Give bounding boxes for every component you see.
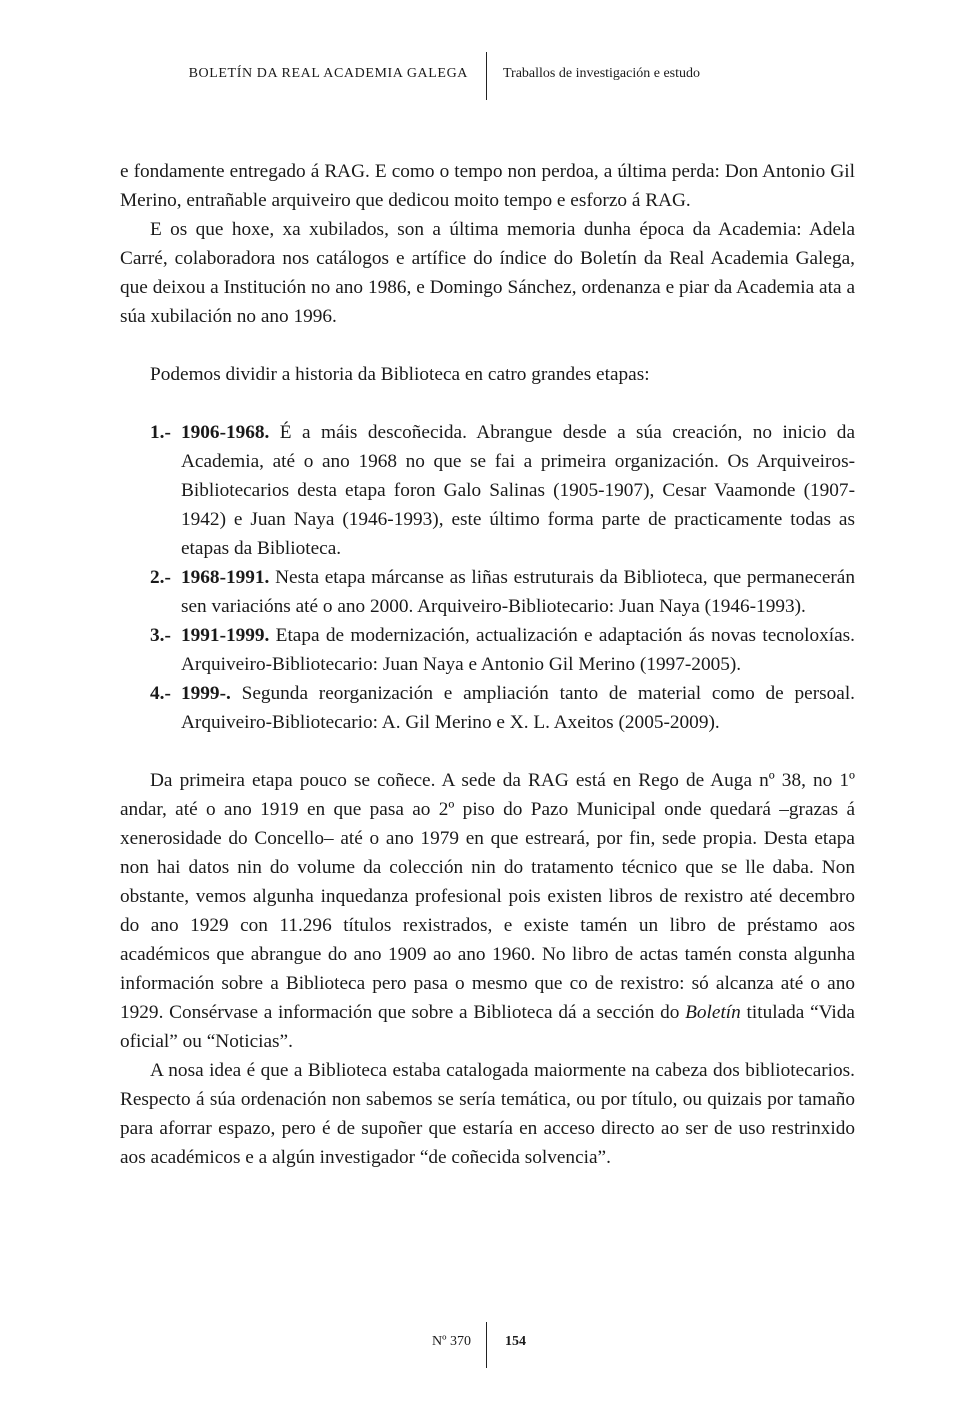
list-item xyxy=(120,621,855,679)
item-period: 1968-1991. xyxy=(181,567,270,588)
running-header xyxy=(0,52,975,102)
header-divider xyxy=(486,52,487,100)
spacer xyxy=(120,737,855,766)
item-number: 3.- xyxy=(150,625,171,646)
page-footer xyxy=(0,1322,975,1370)
item-period: 1991-1999. xyxy=(181,625,270,646)
boletin-italic: Boletín xyxy=(685,1002,741,1023)
item-text: Etapa de modernización, actualización e adaptación ás novas tecnoloxías. Arquiveiro-Bibliotecario: Juan Naya e Antonio Gil Merino (1997-2005). xyxy=(181,625,855,675)
item-number: 4.- xyxy=(150,683,171,704)
list-item xyxy=(120,563,855,621)
page-number: 154 xyxy=(505,1334,526,1349)
list-item xyxy=(120,418,855,563)
item-number: 1.- xyxy=(150,422,171,443)
list-item xyxy=(120,679,855,737)
footer-divider xyxy=(486,1322,487,1368)
spacer xyxy=(120,389,855,418)
paragraph-4-end: titulada “Vida oficial” ou “Noticias”. xyxy=(120,1002,855,1052)
paragraph-5: A nosa idea é que a Biblioteca estaba catalogada maiormente na cabeza dos bibliotecarios. Respecto á súa ordenación non sabemos se sería temática, ou por título, ou quizais por tamaño para aforrar espazo, pero é de supoñer que estaría en acceso directo ao ser de uso restrinxido aos académicos e a algún investigador “de coñecida solvencia”. xyxy=(120,1060,855,1168)
article-body xyxy=(120,157,855,1172)
item-period: 1906-1968. xyxy=(181,422,270,443)
paragraph-3: Podemos dividir a historia da Biblioteca en catro grandes etapas: xyxy=(150,364,650,385)
etapas-list xyxy=(120,418,855,737)
item-number: 2.- xyxy=(150,567,171,588)
paragraph-4-text: Da primeira etapa pouco se coñece. A sede da RAG está en Rego de Auga nº 38, no 1º andar, até o ano 1919 en que pasa ao 2º piso do Pazo Municipal onde quedará –grazas á xenerosidade do Concello– até o ano 1979 en que estreará, por fin, sede propia. Desta etapa non hai datos nin do volume da colección nin do tratamento técnico que se lle daba. Non obstante, vemos algunha inquedanza profesional pois existen libros de rexistro até decembro do ano 1929 con 11.296 títulos rexistrados, e existe tamén un libro de préstamo aos académicos que abrangue do ano 1909 ao ano 1960. No libro de actas tamén consta algunha información sobre a Biblioteca pero pasa o mesmo que co de rexistro: só alcanza até o ano 1929. Consérvase a información que sobre a Biblioteca dá a sección do xyxy=(120,770,855,1023)
paragraph-2: E os que hoxe, xa xubilados, son a última memoria dunha época da Academia: Adela Carré, colaboradora nos catálogos e artífice do índice do Boletín da Real Academia Galega, que deixou a Institución no ano 1986, e Domingo Sánchez, ordenanza e piar da Academia ata a súa xubilación no ano 1996. xyxy=(120,219,855,327)
spacer xyxy=(120,331,855,360)
section-title: Traballos de investigación e estudo xyxy=(503,66,701,81)
item-text: É a máis descoñecida. Abrangue desde a súa creación, no inicio da Academia, até o ano 1968 no que se fai a primeira organización. Os Arquiveiros-Bibliotecarios desta etapa foron Galo Salinas (1905-1907), Cesar Vaamonde (1907-1942) e Juan Naya (1946-1993), este último forma parte de practicamente todas as etapas da Biblioteca. xyxy=(181,422,855,559)
item-text: Nesta etapa márcanse as liñas estruturais da Biblioteca, que permanecerán sen variacións até o ano 2000. Arquiveiro-Bibliotecario: Juan Naya (1946-1993). xyxy=(181,567,855,617)
issue-number: Nº 370 xyxy=(432,1334,471,1349)
journal-title: BOLETÍN DA REAL ACADEMIA GALEGA xyxy=(188,66,468,81)
paragraph-1: e fondamente entregado á RAG. E como o tempo non perdoa, a última perda: Don Antonio Gil Merino, entrañable arquiveiro que dedicou moito tempo e esforzo á RAG. xyxy=(120,161,855,211)
item-text: Segunda reorganización e ampliación tanto de material como de persoal. Arquiveiro-Bibliotecario: A. Gil Merino e X. L. Axeitos (2005-2009). xyxy=(181,683,855,733)
paragraph-4 xyxy=(120,766,855,1056)
item-period: 1999-. xyxy=(181,683,231,704)
